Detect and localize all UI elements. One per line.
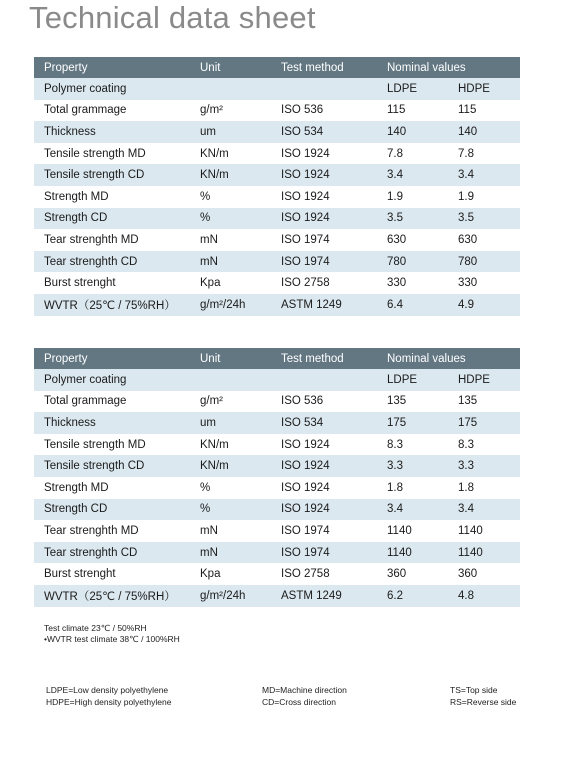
table-header-row <box>34 348 520 369</box>
ldpe-value-cell: 3.4 <box>381 499 452 521</box>
table-body <box>34 369 520 607</box>
legend-md: MD=Machine direction <box>262 685 347 695</box>
property-cell: Tensile strength MD <box>44 147 146 160</box>
hdpe-value-cell: 8.3 <box>458 438 474 451</box>
ldpe-value-cell: 8.3 <box>387 438 403 451</box>
table-row <box>34 412 520 434</box>
ldpe-value-cell: 7.8 <box>387 147 403 160</box>
technical-table-2 <box>34 348 520 607</box>
legend-ldpe: LDPE=Low density polyethylene <box>46 685 169 695</box>
hdpe-value-cell: 1140 <box>452 542 520 564</box>
hdpe-value-cell: 3.4 <box>452 164 520 186</box>
header-unit: Unit <box>190 348 275 369</box>
property-cell: WVTR（25℃ / 75%RH） <box>34 585 190 607</box>
climate-note: Test climate 23℃ / 50%RH <box>44 623 147 633</box>
hdpe-value-cell: 330 <box>458 277 478 290</box>
test-method-cell: ISO 536 <box>281 395 324 408</box>
test-method-cell: ISO 536 <box>281 104 324 117</box>
header-nominal-values: Nominal values <box>381 57 520 78</box>
test-method-cell: ISO 1924 <box>275 499 381 521</box>
table-row <box>34 294 520 316</box>
table-row <box>34 369 520 391</box>
test-method-cell: ISO 534 <box>275 412 381 434</box>
legend-hdpe: HDPE=High density polyethylene <box>46 697 172 707</box>
test-method-cell: ISO 1924 <box>281 438 330 451</box>
property-cell: Total grammage <box>44 104 127 117</box>
unit-cell: g/m²/24h <box>190 585 275 607</box>
unit-cell <box>190 369 275 391</box>
unit-cell: % <box>200 481 211 494</box>
hdpe-value-cell: 3.4 <box>452 499 520 521</box>
legend-ts: TS=Top side <box>450 685 498 695</box>
property-cell: Burst strenght <box>44 277 116 290</box>
legend-polyethylene <box>46 684 171 708</box>
table-row <box>34 186 520 208</box>
property-cell: Thickness <box>34 121 190 143</box>
test-method-cell: ISO 534 <box>275 121 381 143</box>
table-row <box>34 143 520 165</box>
property-cell: Tensile strength MD <box>44 438 146 451</box>
ldpe-value-cell: 6.4 <box>381 294 452 316</box>
header-property: Property <box>34 348 190 369</box>
property-cell: Strength MD <box>44 190 109 203</box>
test-method-cell: ISO 1924 <box>281 147 330 160</box>
unit-cell: mN <box>190 542 275 564</box>
hdpe-value-cell: 1.9 <box>458 190 474 203</box>
ldpe-value-cell: 175 <box>381 412 452 434</box>
table-row <box>34 100 520 122</box>
ldpe-value-cell: 1140 <box>381 542 452 564</box>
test-method-cell: ISO 1974 <box>281 233 330 246</box>
unit-cell: mN <box>190 251 275 273</box>
test-method-cell: ISO 2758 <box>281 568 330 581</box>
table-row <box>34 585 520 607</box>
table-row <box>34 455 520 477</box>
table-body <box>34 78 520 316</box>
unit-cell: um <box>190 121 275 143</box>
property-cell: Tear strenghth MD <box>44 233 139 246</box>
ldpe-value-cell: 6.2 <box>381 585 452 607</box>
table-header-row <box>34 57 520 78</box>
hdpe-value-cell: 1.8 <box>458 481 474 494</box>
test-method-cell <box>275 78 381 100</box>
technical-table-1 <box>34 57 520 316</box>
table-row <box>34 434 520 456</box>
test-method-cell: ISO 2758 <box>281 277 330 290</box>
hdpe-value-cell: 140 <box>452 121 520 143</box>
ldpe-value-cell: 3.3 <box>381 455 452 477</box>
property-cell: Tensile strength CD <box>34 164 190 186</box>
property-cell: Polymer coating <box>34 78 190 100</box>
wvtr-climate-note: •WVTR test climate 38℃ / 100%RH <box>44 634 180 644</box>
table-row <box>34 208 520 230</box>
property-cell: Tear strenghth MD <box>44 524 139 537</box>
table-row <box>34 563 520 585</box>
hdpe-value-cell: 7.8 <box>458 147 474 160</box>
hdpe-value-cell: 1140 <box>458 524 483 537</box>
header-nominal-values: Nominal values <box>381 348 520 369</box>
ldpe-value-cell: 780 <box>381 251 452 273</box>
test-method-cell: ISO 1974 <box>275 251 381 273</box>
hdpe-value-cell: 630 <box>458 233 478 246</box>
unit-cell: g/m² <box>200 395 223 408</box>
table-row <box>34 542 520 564</box>
legend-direction <box>262 684 347 708</box>
ldpe-value-cell: 1140 <box>387 524 412 537</box>
test-method-cell: ASTM 1249 <box>275 294 381 316</box>
ldpe-value-cell: LDPE <box>381 78 452 100</box>
unit-cell: Kpa <box>200 568 221 581</box>
ldpe-value-cell: LDPE <box>381 369 452 391</box>
hdpe-value-cell: HDPE <box>452 369 520 391</box>
property-cell: WVTR（25℃ / 75%RH） <box>34 294 190 316</box>
property-cell: Strength MD <box>44 481 109 494</box>
hdpe-value-cell: 115 <box>458 104 477 117</box>
ldpe-value-cell: 330 <box>387 277 407 290</box>
property-cell: Strength CD <box>34 499 190 521</box>
ldpe-value-cell: 1.8 <box>387 481 403 494</box>
ldpe-value-cell: 135 <box>387 395 407 408</box>
hdpe-value-cell: 135 <box>458 395 478 408</box>
hdpe-value-cell: 4.8 <box>452 585 520 607</box>
unit-cell: KN/m <box>200 147 229 160</box>
test-method-cell: ISO 1924 <box>275 208 381 230</box>
test-method-cell: ISO 1974 <box>281 524 330 537</box>
table-row <box>34 164 520 186</box>
unit-cell: mN <box>200 233 218 246</box>
table-row <box>34 251 520 273</box>
test-method-cell: ISO 1924 <box>281 190 330 203</box>
table-row <box>34 272 520 294</box>
test-climate-notes <box>44 623 180 645</box>
table-row <box>34 121 520 143</box>
header-property: Property <box>34 57 190 78</box>
ldpe-value-cell: 3.4 <box>381 164 452 186</box>
hdpe-value-cell: 3.3 <box>452 455 520 477</box>
ldpe-value-cell: 360 <box>387 568 407 581</box>
legend-cd: CD=Cross direction <box>262 697 336 707</box>
property-cell: Polymer coating <box>34 369 190 391</box>
unit-cell: % <box>190 208 275 230</box>
hdpe-value-cell: HDPE <box>452 78 520 100</box>
test-method-cell: ISO 1924 <box>275 455 381 477</box>
unit-cell: Kpa <box>200 277 221 290</box>
unit-cell: KN/m <box>190 455 275 477</box>
property-cell: Tear strenghth CD <box>34 251 190 273</box>
ldpe-value-cell: 630 <box>387 233 407 246</box>
hdpe-value-cell: 3.5 <box>452 208 520 230</box>
hdpe-value-cell: 175 <box>452 412 520 434</box>
test-method-cell: ASTM 1249 <box>275 585 381 607</box>
unit-cell: % <box>200 190 211 203</box>
header-test-method: Test method <box>275 348 381 369</box>
property-cell: Burst strenght <box>44 568 116 581</box>
table-row <box>34 391 520 413</box>
property-cell: Tensile strength CD <box>34 455 190 477</box>
unit-cell: KN/m <box>190 164 275 186</box>
ldpe-value-cell: 140 <box>381 121 452 143</box>
ldpe-value-cell: 3.5 <box>381 208 452 230</box>
property-cell: Thickness <box>34 412 190 434</box>
page-title: Technical data sheet <box>29 0 316 35</box>
hdpe-value-cell: 4.9 <box>452 294 520 316</box>
header-unit: Unit <box>190 57 275 78</box>
hdpe-value-cell: 780 <box>452 251 520 273</box>
unit-cell: g/m² <box>200 104 223 117</box>
legend-side <box>450 684 516 708</box>
test-method-cell <box>275 369 381 391</box>
table-row <box>34 477 520 499</box>
table-row <box>34 520 520 542</box>
unit-cell: mN <box>200 524 218 537</box>
unit-cell: g/m²/24h <box>190 294 275 316</box>
property-cell: Total grammage <box>44 395 127 408</box>
unit-cell: um <box>190 412 275 434</box>
unit-cell: % <box>190 499 275 521</box>
test-method-cell: ISO 1974 <box>275 542 381 564</box>
table-row <box>34 229 520 251</box>
unit-cell <box>190 78 275 100</box>
header-test-method: Test method <box>275 57 381 78</box>
legend-rs: RS=Reverse side <box>450 697 517 707</box>
test-method-cell: ISO 1924 <box>281 481 330 494</box>
unit-cell: KN/m <box>200 438 229 451</box>
table-row <box>34 78 520 100</box>
hdpe-value-cell: 360 <box>458 568 478 581</box>
property-cell: Tear strenghth CD <box>34 542 190 564</box>
table-row <box>34 499 520 521</box>
ldpe-value-cell: 115 <box>387 104 406 117</box>
test-method-cell: ISO 1924 <box>275 164 381 186</box>
ldpe-value-cell: 1.9 <box>387 190 403 203</box>
property-cell: Strength CD <box>34 208 190 230</box>
